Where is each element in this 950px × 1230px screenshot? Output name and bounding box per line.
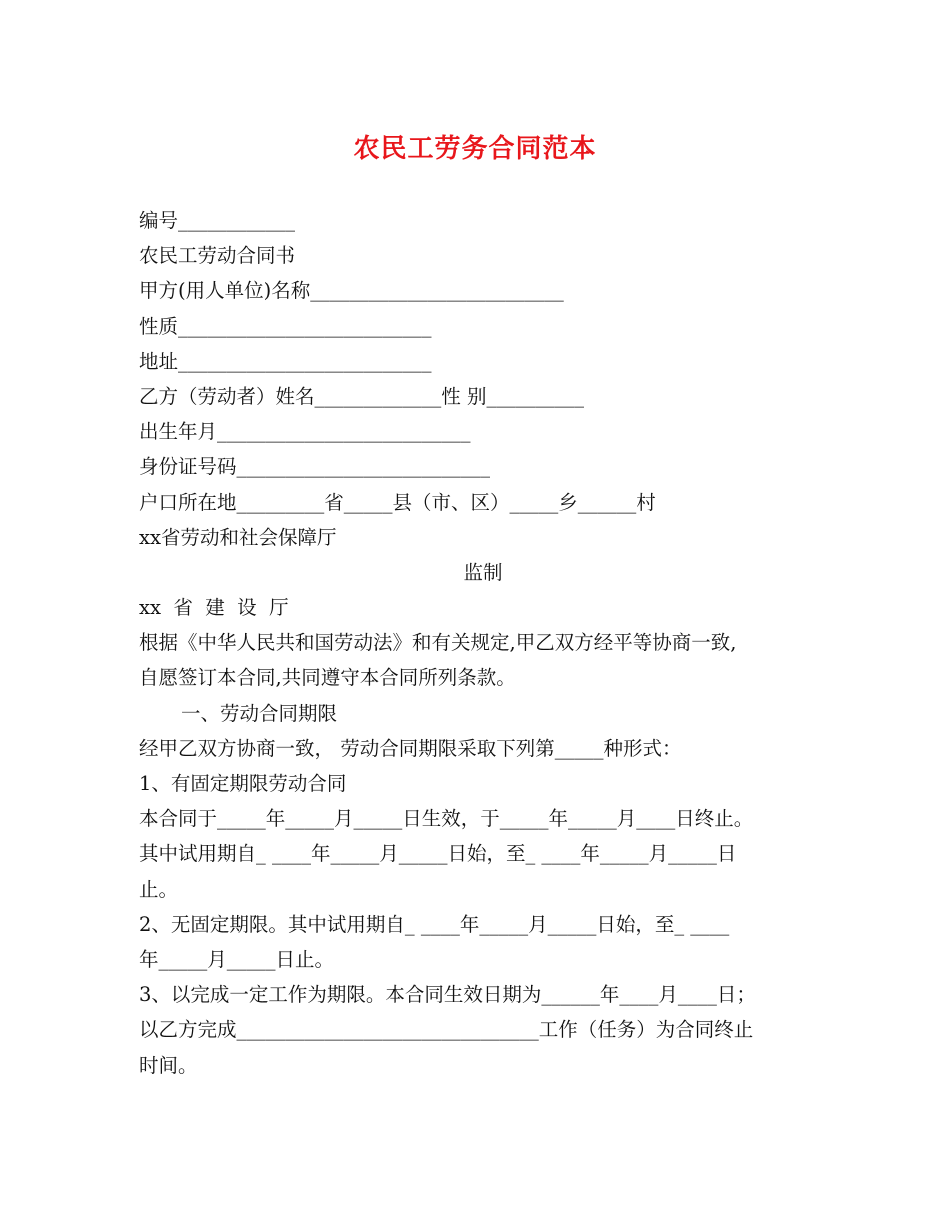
- task-term-line-3: 时间。: [139, 1053, 198, 1077]
- party-a-nature-line: 性质__________________________: [139, 314, 432, 338]
- contract-heading-line: 农民工劳动合同书: [139, 244, 296, 268]
- document-title: 农民工劳务合同范本: [353, 134, 597, 164]
- id-number-line: 身份证号码__________________________: [139, 455, 491, 479]
- task-term-line-1: 3、以完成一定工作为期限。本合同生效日期为______年____月____日；: [139, 983, 756, 1007]
- issuer-construction-department-line: xx 省 建 设 厅: [139, 596, 289, 620]
- supervision-label-line: 监制: [463, 560, 503, 584]
- party-b-name-gender-line: 乙方（劳动者）姓名_____________性 别__________: [139, 384, 584, 408]
- fixed-term-probation-end: 止。: [139, 877, 179, 901]
- preamble-line-2: 自愿签订本合同,共同遵守本合同所列条款。: [139, 666, 516, 690]
- birth-date-line: 出生年月__________________________: [139, 420, 471, 444]
- household-registration-line: 户口所在地_________省_____县（市、区）_____乡______村: [139, 490, 656, 514]
- document-body: [139, 203, 839, 1083]
- task-term-line-2: 以乙方完成_______________________________工作（任务）为合同终止: [139, 1018, 754, 1042]
- open-term-line-1: 2、无固定期限。其中试用期自_ ____年_____月_____日始，至_ ____: [139, 912, 730, 936]
- party-a-address-line: 地址__________________________: [139, 349, 432, 373]
- fixed-term-heading: 1、有固定期限劳动合同: [139, 772, 347, 795]
- term-form-line: 经甲乙双方协商一致， 劳动合同期限采取下列第_____种形式：: [139, 736, 682, 760]
- fixed-term-dates-line: 本合同于_____年_____月_____日生效，于_____年_____月____日终止。: [139, 807, 754, 831]
- preamble-line-1: 根据《中华人民共和国劳动法》和有关规定,甲乙双方经平等协商一致,: [139, 631, 737, 655]
- contract-number-line: 编号____________: [139, 209, 296, 232]
- party-a-name-line: 甲方(用人单位)名称__________________________: [139, 279, 564, 303]
- fixed-term-probation-line: 其中试用期自_ ____年_____月_____日始，至_ ____年_____月_____日: [139, 842, 737, 866]
- section-heading-term: 一、劳动合同期限: [181, 701, 338, 725]
- open-term-line-2: 年_____月_____日止。: [139, 947, 335, 971]
- issuer-labor-department-line: xx省劳动和社会保障厅: [139, 525, 337, 549]
